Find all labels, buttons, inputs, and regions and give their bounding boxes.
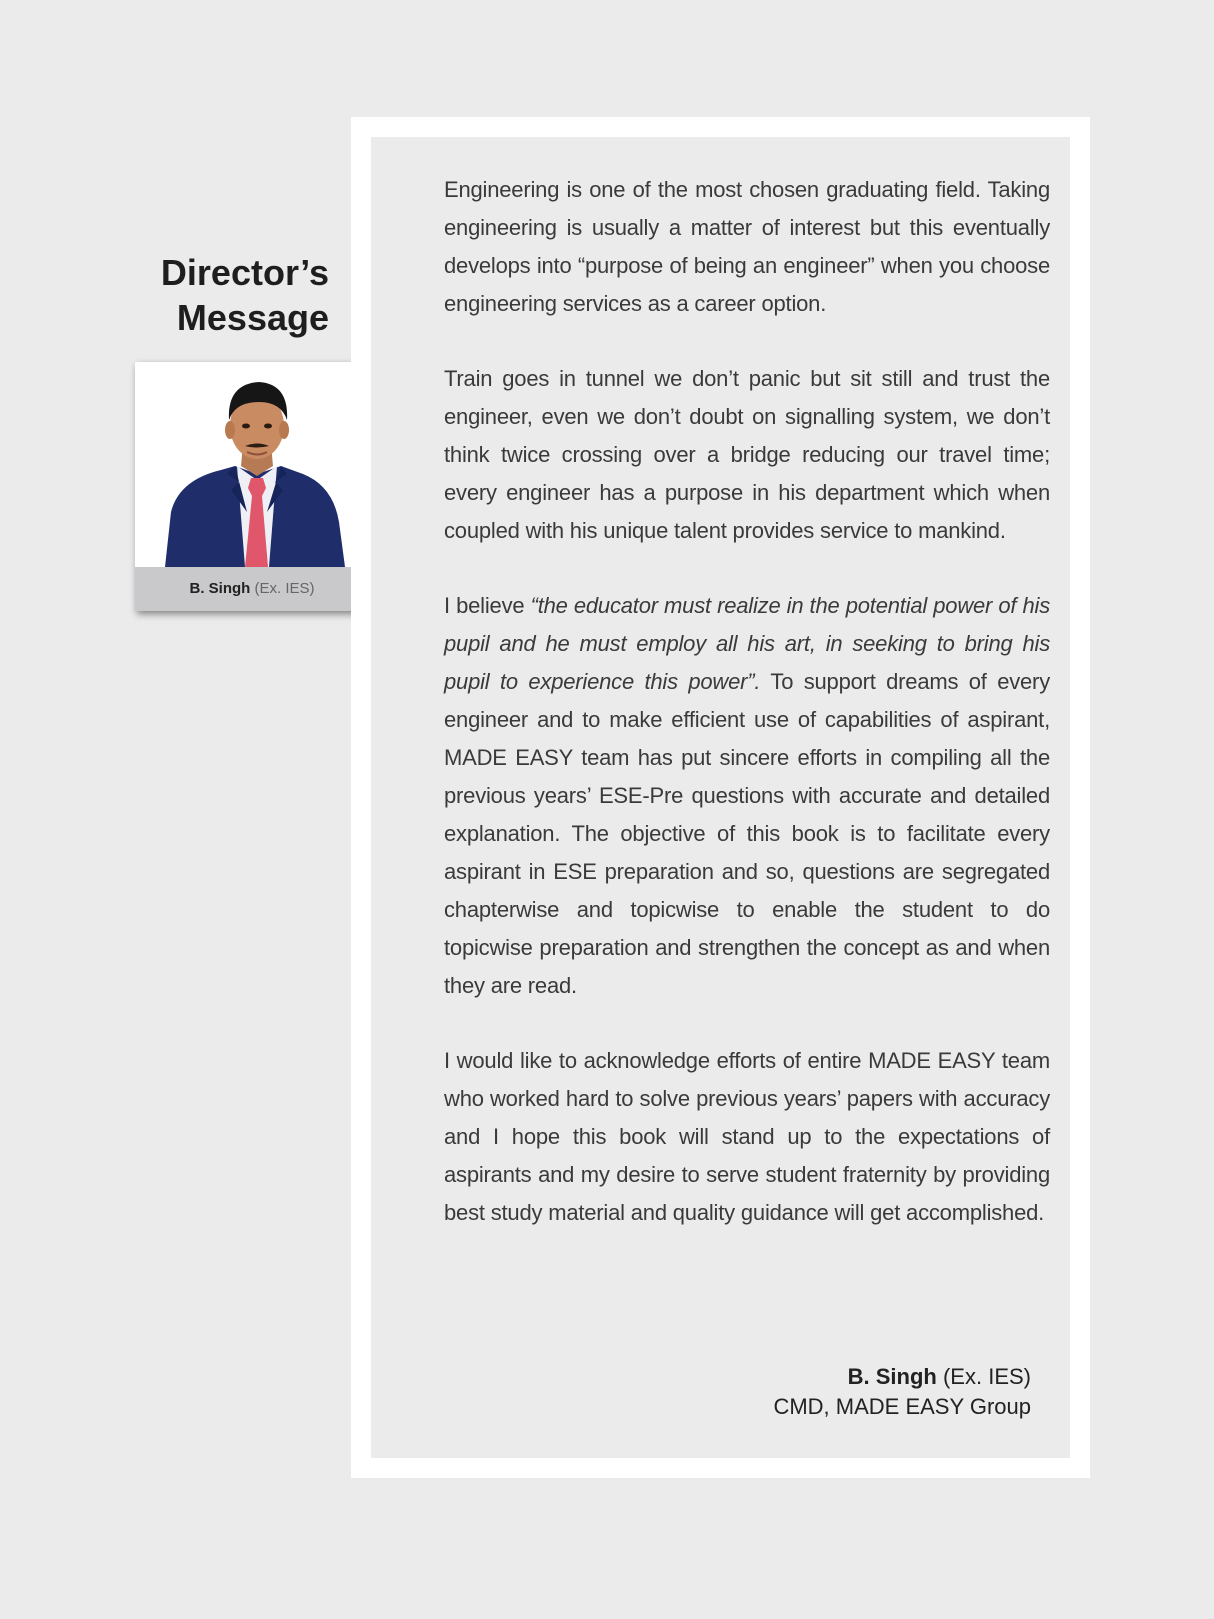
- director-photo: [135, 362, 369, 567]
- page-title-line-2: Message: [176, 297, 329, 338]
- director-photo-card: [135, 362, 369, 611]
- message-frame: [351, 117, 1090, 1478]
- signature-block: [773, 1362, 1031, 1422]
- message-panel: [371, 137, 1070, 1458]
- signature-title: CMD, MADE EASY Group: [773, 1394, 1031, 1419]
- paragraph-3-rest: To support dreams of every engineer and to make efficient use of capabilities of aspirant, MADE EASY team has put sincere efforts in compiling all the previous years’ ESE-Pre questions with accurate and detailed explanation. The objective of this book is to facilitate every aspirant in ESE preparation and so, questions are segregated chapterwise and topicwise to enable the student to do topicwise preparation and strengthen the concept as and when they are read.: [444, 669, 1050, 998]
- photo-caption-suffix: (Ex. IES): [254, 580, 315, 597]
- photo-caption-name: B. Singh: [189, 580, 251, 597]
- message-paragraph-4: I would like to acknowledge efforts of entire MADE EASY team who worked hard to solve previous years’ papers with accuracy and I hope this book will stand up to the expectations of aspirants and my desire to serve student fraternity by providing best study material and quality guidance will get accomplished.: [444, 1048, 1050, 1225]
- page-title: [161, 250, 329, 340]
- signature-suffix: (Ex. IES): [942, 1364, 1031, 1389]
- signature-name-line: [773, 1362, 1031, 1392]
- paragraph-3-lead: I believe: [444, 593, 531, 618]
- paragraph-3-quote: “the educator must realize in the potential power of his pupil and he must employ all his art, in seeking to bring his pupil to experience this power”.: [444, 593, 1050, 694]
- director-portrait-illustration: [135, 362, 369, 567]
- page-title-line-1: Director’s: [160, 252, 329, 293]
- director-photo-caption: [135, 567, 369, 611]
- message-paragraph-2: Train goes in tunnel we don’t panic but sit still and trust the engineer, even we don’t doubt on signalling system, we don’t think twice crossing over a bridge reducing our travel time; every engineer has a purpose in his department which when coupled with his unique talent provides service to mankind.: [444, 366, 1050, 543]
- signature-name: B. Singh: [847, 1364, 937, 1389]
- message-body: [444, 171, 1050, 1269]
- message-paragraph-3: [444, 587, 1050, 1005]
- message-paragraph-1: Engineering is one of the most chosen graduating field. Taking engineering is usually a matter of interest but this eventually develops into “purpose of being an engineer” when you choose engineering services as a career option.: [444, 177, 1050, 316]
